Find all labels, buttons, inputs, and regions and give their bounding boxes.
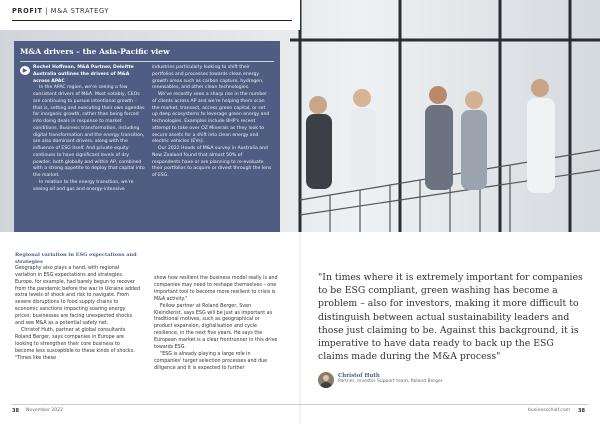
left-page-number: 38 [12, 408, 19, 414]
right-page-number: 38 [578, 408, 585, 414]
section-name: PROFIT [12, 7, 43, 15]
panel-paragraph: In the APAC region, we're seeing a few consistent drivers of M&A. Most notably, CEOs are continuing to pursue intentional growth – that is, setting and executing their own agendas for inorganic growth, rather than being forced into doing deals in response to market conditions. Business transformation, including digital transformation and the energy transition, are also dominant drivers, along with the influence of ESG itself. And private equity continues to have significant levels of dry powder, both globally and within AP, combined with a strong appetite to deploy that capital into the market. [33, 85, 145, 178]
section-category: M&A STRATEGY [50, 7, 109, 15]
footer-rule [12, 404, 588, 405]
header-rule [12, 20, 292, 21]
site-link[interactable]: businesschief.com [528, 408, 571, 413]
body-paragraph: "ESG is already playing a large role in companies' target selection processes and due diligence and it is expected to further [154, 351, 268, 371]
body-column-1 [15, 252, 140, 363]
panel-title: M&A drivers – the Asia-Pacific view [20, 47, 170, 56]
page-gutter [299, 232, 301, 424]
quote-attribution [338, 373, 443, 385]
section-separator: | [42, 7, 51, 15]
author-avatar [318, 372, 334, 388]
author-title: Partner, Investor Support team, Roland Berger [338, 379, 443, 384]
body-heading: Regional variation in ESG expectations and strategies [15, 252, 137, 265]
panel-paragraph: Our 2022 Heads of M&A survey in Australia and New Zealand found that almost 50% of respondents have or are planning to re-evaluate their portfolios to acquire or divest through the lens of ESG. [152, 146, 272, 178]
panel-rule [20, 61, 274, 62]
panel-paragraph: In relation to the energy transition, we're seeing oil and gas and energy-intensive [33, 179, 134, 192]
section-label [12, 7, 109, 15]
header-band [0, 0, 300, 30]
panel-paragraph: Rochel Hoffman, M&A Partner, Deloitte Australia outlines the drivers of M&A across APAC [33, 65, 134, 84]
body-column-2 [154, 276, 279, 373]
author-name: Christof Huth [338, 373, 380, 379]
body-paragraph: show how resilient the business model really is and companies may need to reshape themselves – one important tool to become more resilient to crisis is M&A activity." [154, 276, 278, 302]
body-paragraph: Christof Huth, partner at global consultants Roland Berger, says companies in Europe are looking to strengthen their core business to become less susceptible to these kinds of shocks. "Times like these [15, 327, 135, 361]
panel-paragraph: We've recently seen a sharp rise in the number of clients across AP and we're helping them scan the market, transact, access green capital, or set up deep ecosystems to leverage green energy and technologies. Examples include BHP's recent attempt to take over OZ Minerals as they look to secure assets for a shift into clean energy and electric vehicles (EVs). [152, 92, 270, 145]
panel-paragraph: industries particularly looking to shift their portfolios and processes towards clean energy growth areas such as carbon capture, hydrogen, renewables, and other clean technologies. [152, 65, 264, 91]
arrow-right-icon: ▶ [20, 66, 30, 75]
panel-column-2 [152, 65, 272, 180]
body-paragraph: Geography also plays a hand, with regional variation in ESG expectations and strategies. Europe, for example, had barely begun to recover from the pandemic before the war in Ukraine added extra levels of shock and risk to navigate. From severe disruptions to food supply chains to economic sanctions impacting soaring energy prices; businesses are facing unexpected shocks and see M&A as a potential safety net. [15, 265, 140, 327]
issue-date: November 2022 [26, 408, 64, 413]
panel-column-1 [33, 65, 145, 193]
body-paragraph: Fellow partner at Roland Berger, Sven Kleindienst, says ESG will be just as important as traditional motives, such as geographical or product expansion, digitalisation and cycle resilience, in the next five years. He says the European market is a clear frontrunner in this drive towards ESG. [154, 303, 278, 351]
sidebar-panel [14, 41, 280, 232]
pull-quote: "In times where it is extremely important for companies to be ESG compliant, green washing has become a problem – also for investors, making it more difficult to distinguish between actual sustainability leaders and those just claiming to be. Against this background, it is imperative to have data ready to back up the ESG claims made during the M&A process" [318, 272, 583, 363]
